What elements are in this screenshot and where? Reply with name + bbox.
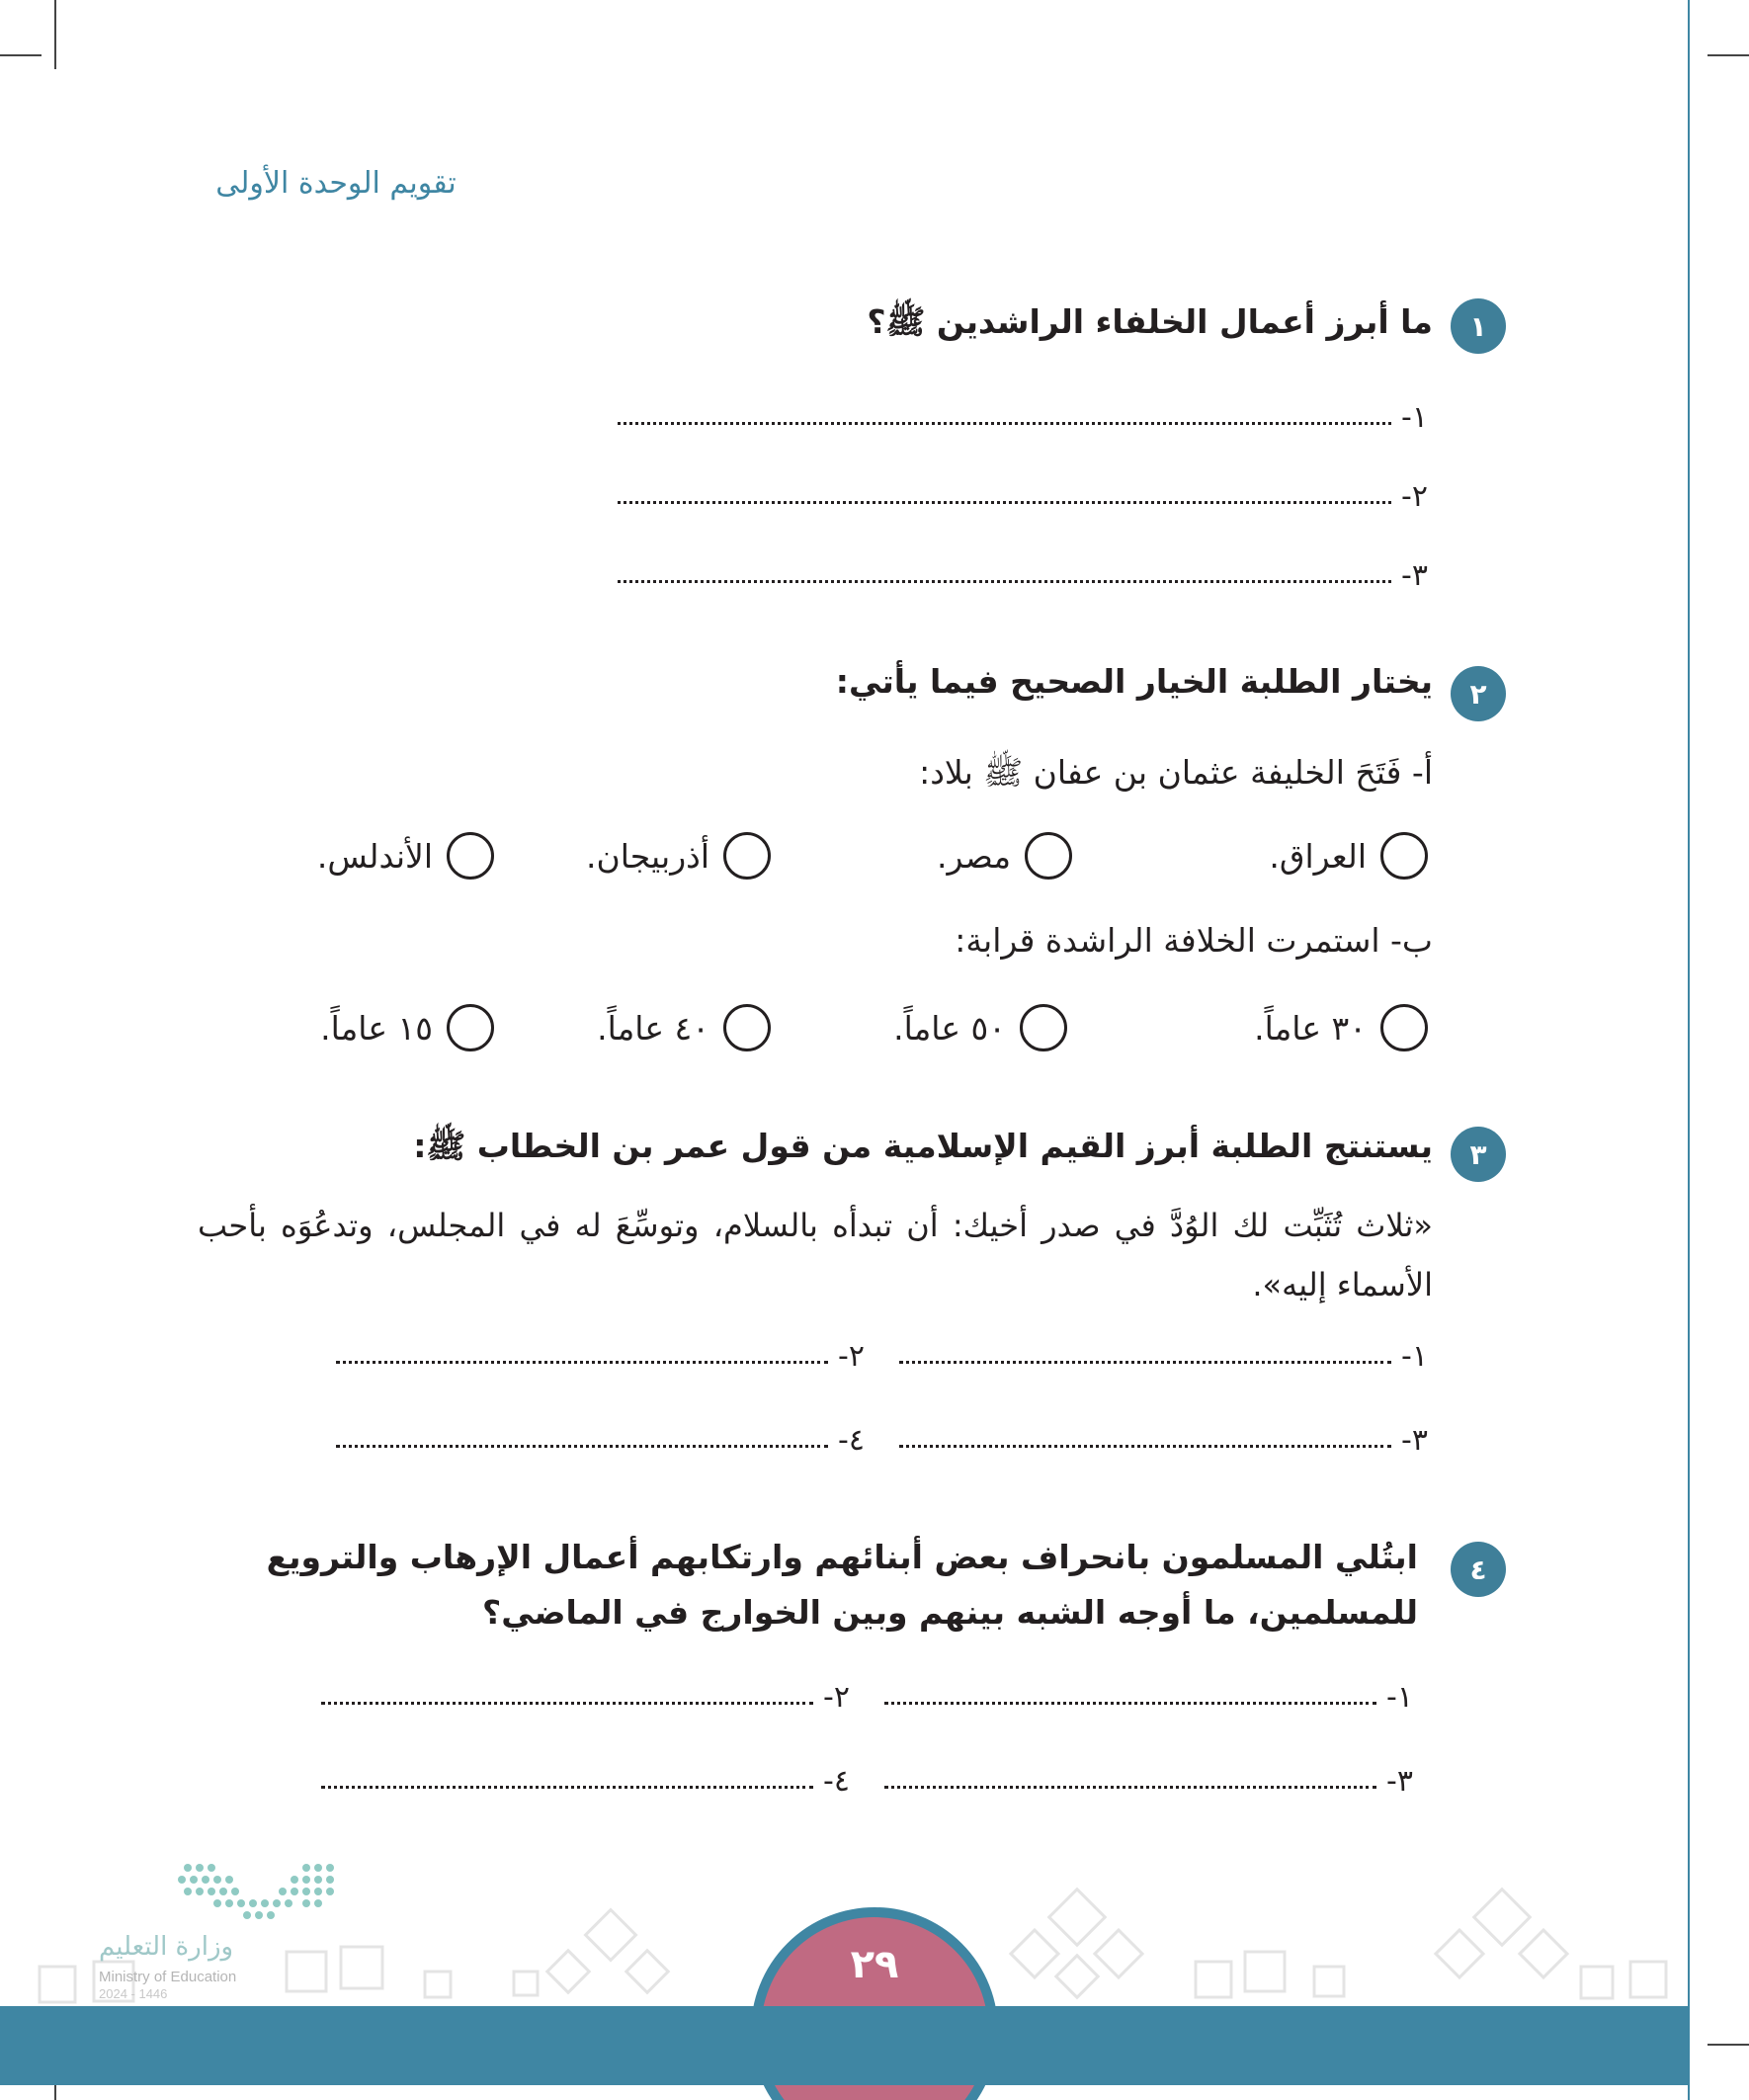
dotted-line — [884, 1775, 1376, 1789]
answer-line[interactable] — [608, 400, 1428, 435]
answer-line[interactable] — [889, 1423, 1428, 1458]
option-2b-2[interactable] — [893, 1004, 1067, 1051]
radio-circle[interactable] — [1025, 832, 1072, 880]
radio-circle[interactable] — [723, 832, 771, 880]
radio-circle[interactable] — [1380, 832, 1428, 880]
answer-label: ٢- — [838, 1339, 865, 1374]
edition-year: 2024 - 1446 — [99, 1986, 168, 2001]
unit-review-title: تقويم الوحدة الأولى — [215, 166, 457, 201]
question-1-badge: ١ — [1451, 298, 1506, 354]
answer-label: ١- — [1386, 1680, 1413, 1715]
option-2a-1[interactable] — [1269, 832, 1428, 880]
radio-circle[interactable] — [447, 832, 494, 880]
dotted-line — [321, 1775, 813, 1789]
dotted-line — [884, 1691, 1376, 1705]
option-2b-4[interactable] — [320, 1004, 494, 1051]
option-2b-3[interactable] — [597, 1004, 771, 1051]
option-2b-1[interactable] — [1254, 1004, 1428, 1051]
question-2-title: يختار الطلبة الخيار الصحيح فيما يأتي: — [835, 662, 1433, 701]
answer-label: ٣- — [1401, 1423, 1428, 1458]
option-label: أذربيجان. — [585, 836, 709, 876]
option-2a-4[interactable] — [317, 832, 494, 880]
dotted-line — [899, 1434, 1391, 1448]
ministry-name-ar: وزارة التعليم — [99, 1932, 234, 1962]
question-3-badge: ٣ — [1451, 1127, 1506, 1182]
radio-circle[interactable] — [1380, 1004, 1428, 1051]
answer-line[interactable] — [608, 479, 1428, 514]
option-label: العراق. — [1269, 836, 1367, 876]
crop-mark — [0, 54, 42, 56]
option-label: ١٥ عاماً. — [320, 1008, 433, 1048]
question-4-title: ابتُلي المسلمون بانحراف بعض أبنائهم وارتكابهم أعمال الإرهاب والترويع للمسلمين، ما أوجه الشبه بينهم وبين الخوارج في الماضي؟ — [266, 1538, 1418, 1632]
right-margin-rule — [1688, 0, 1690, 2100]
crop-mark — [1707, 2044, 1749, 2046]
dotted-line — [336, 1350, 828, 1364]
option-label: مصر. — [937, 836, 1011, 876]
answer-label: ١- — [1401, 400, 1428, 435]
answer-line[interactable] — [311, 1764, 850, 1799]
radio-circle[interactable] — [1020, 1004, 1067, 1051]
dotted-line — [321, 1691, 813, 1705]
answer-line[interactable] — [608, 558, 1428, 593]
dotted-line — [618, 569, 1391, 583]
answer-line[interactable] — [874, 1680, 1413, 1715]
ministry-name-en: Ministry of Education — [99, 1969, 237, 1985]
radio-circle[interactable] — [447, 1004, 494, 1051]
question-3-title: يستنتج الطلبة أبرز القيم الإسلامية من قول عمر بن الخطاب ﷺ: — [413, 1127, 1433, 1165]
answer-label: ٢- — [1401, 479, 1428, 514]
option-label: الأندلس. — [316, 836, 433, 876]
dotted-line — [336, 1434, 828, 1448]
radio-circle[interactable] — [723, 1004, 771, 1051]
question-2b-prompt: ب- استمرت الخلافة الراشدة قرابة: — [955, 921, 1433, 960]
answer-line[interactable] — [326, 1339, 865, 1374]
option-label: ٣٠ عاماً. — [1254, 1008, 1367, 1048]
question-4-badge: ٤ — [1451, 1542, 1506, 1597]
answer-label: ٣- — [1386, 1764, 1413, 1799]
dotted-line — [618, 490, 1391, 504]
question-1-title: ما أبرز أعمال الخلفاء الراشدين ﷺ؟ — [867, 302, 1433, 341]
dotted-line — [899, 1350, 1391, 1364]
answer-label: ١- — [1401, 1339, 1428, 1374]
answer-label: ٤- — [823, 1764, 850, 1799]
option-label: ٥٠ عاماً. — [893, 1008, 1006, 1048]
option-2a-3[interactable] — [586, 832, 771, 880]
umar-quote: «ثلاث تُثَبِّت لك الوُدَّ في صدر أخيك: أن تبدأه بالسلام، وتوسِّعَ له في المجلس، وتدعُوَه بأحب الأسماء إليه». — [198, 1207, 1433, 1303]
answer-line[interactable] — [874, 1764, 1413, 1799]
answer-line[interactable] — [326, 1423, 865, 1458]
answer-line[interactable] — [311, 1680, 850, 1715]
option-2a-2[interactable] — [937, 832, 1072, 880]
answer-label: ٢- — [823, 1680, 850, 1715]
option-label: ٤٠ عاماً. — [597, 1008, 709, 1048]
question-2-badge: ٢ — [1451, 666, 1506, 721]
page-number: ٢٩ — [850, 1942, 899, 1987]
crop-mark — [1707, 54, 1749, 56]
question-2a-prompt: أ- فَتَحَ الخليفة عثمان بن عفان ﷺ بلاد: — [919, 753, 1433, 792]
answer-line[interactable] — [889, 1339, 1428, 1374]
crop-mark — [54, 0, 56, 69]
answer-label: ٤- — [838, 1423, 865, 1458]
footer-bar-overlay — [0, 2006, 1690, 2085]
dotted-line — [618, 411, 1391, 425]
answer-label: ٣- — [1401, 558, 1428, 593]
